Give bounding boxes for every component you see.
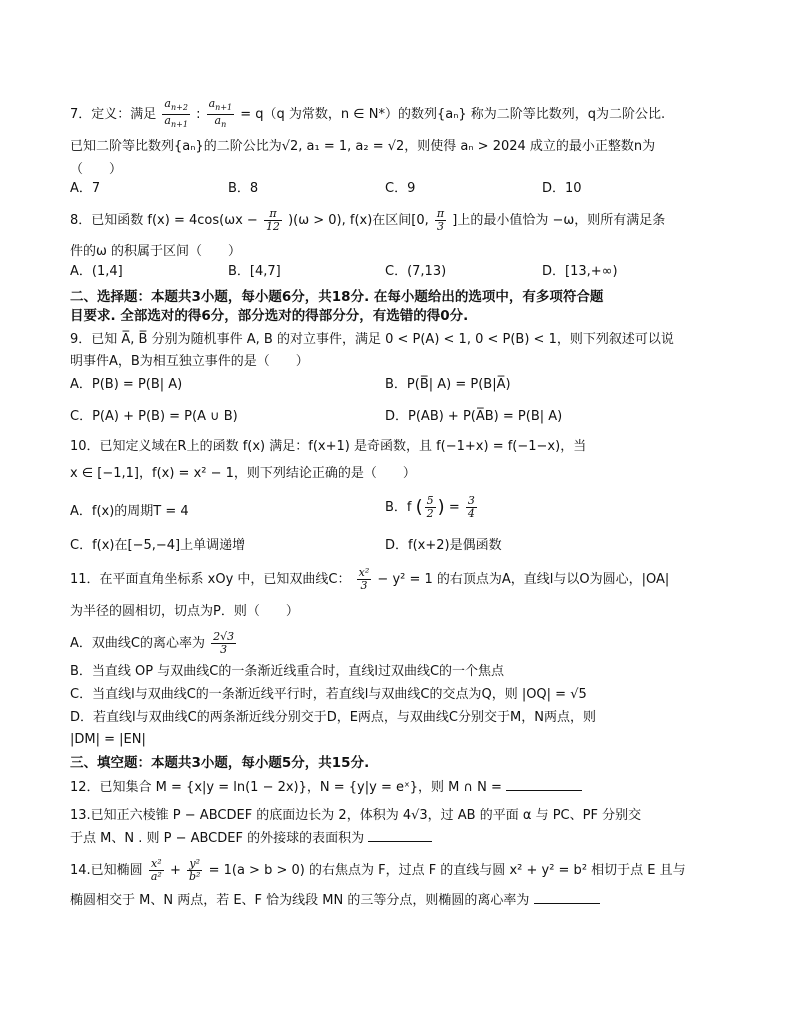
q9-option-b: B．P(B̅| A) = P(B|A̅) — [385, 377, 511, 392]
q7-line-1: 7．定义：满足 $\frac{a_{n+2}}{a_{n+1}}$ : $\frac{a_{n+1}}{a_n}$ = q（q 为常数，n ∈ N*）的数列{aₙ} 称为二阶等比数列，q为二阶公比. — [70, 97, 666, 130]
q10-line-1: 10．已知定义域在R上的函数 f(x) 满足：f(x+1) 是奇函数，且 f(−1+x) = f(−1−x)，当 — [70, 439, 587, 454]
q8-frac-pi-12: $\frac{\pi}{12}$ — [265, 207, 280, 233]
q13-line-1: 13.已知正六棱锥 P − ABCDEF 的底面边长为 2，体积为 4√3，过 AB 的平面 α 与 PC、PF 分别交 — [70, 808, 642, 823]
q7-option-d: D．10 — [542, 181, 582, 196]
q11-option-d-line-2: |DM| = |EN| — [70, 732, 146, 747]
q7-line-2: 已知二阶等比数列{aₙ}的二阶公比为√2, a₁ = 1, a₂ = √2，则使得 aₙ > 2024 成立的最小正整数n为 — [70, 139, 656, 154]
q14-line-2: 椭圆相交于 M、N 两点，若 E、F 恰为线段 MN 的三等分点，则椭圆的离心率为 — [70, 891, 754, 910]
q11-line-2: 为半径的圆相切，切点为P．则（ ） — [70, 604, 299, 619]
q7-text-b: = q（q 为常数，n ∈ N*）的数列{aₙ} 称为二阶等比数列，q为二阶公比. — [240, 107, 666, 123]
q7-line-3: （ ） — [70, 162, 123, 177]
q12-answer-blank — [506, 778, 582, 791]
q8-frac-pi-3: $\frac{\pi}{3}$ — [436, 207, 445, 233]
q11-option-b: B．当直线 OP 与双曲线C的一条渐近线重合时，直线l过双曲线C的一个焦点 — [70, 664, 505, 679]
q9-option-a: A．P(B) = P(B| A) — [70, 377, 183, 392]
q10-option-a: A．f(x)的周期T = 4 — [70, 504, 189, 519]
q8-option-a: A．(1,4] — [70, 264, 123, 279]
q7-option-b: B．8 — [228, 181, 259, 196]
q11-option-d-line-1: D．若直线l与双曲线C的两条渐近线分别交于D，E两点，与双曲线C分别交于M，N两点，则 — [70, 710, 596, 725]
q9-option-d: D．P(AB) + P(A̅B) = P(B| A) — [385, 409, 563, 424]
q8-option-d: D．[13,+∞) — [542, 264, 618, 279]
q8-line-2: 件的ω 的积属于区间（ ） — [70, 244, 242, 259]
q10-option-c: C．f(x)在[−5,−4]上单调递增 — [70, 538, 246, 553]
section-2-heading-1: 二、选择题：本题共3小题，每小题6分，共18分. 在每小题给出的选项中，有多项符合题 — [70, 289, 604, 305]
q13-line-2: 于点 M、N . 则 P − ABCDEF 的外接球的表面积为 — [70, 829, 754, 848]
q11-option-a: A．双曲线C的离心率为 $\frac{2√3}{3}$ — [70, 630, 235, 656]
q8-line-1: 8．已知函数 f(x) = 4cos(ωx − $\frac{\pi}{12}$ )(ω > 0), f(x)在区间[0, $\frac{\pi}{3}$ ]上的最小值恰为 −ω，则所有满足条 — [70, 207, 666, 233]
q10-option-d: D．f(x+2)是偶函数 — [385, 538, 502, 553]
q7-text-a: 7．定义：满足 — [70, 107, 157, 123]
q13-answer-blank — [368, 829, 432, 842]
section-2-heading-2: 目要求. 全部选对的得6分，部分选对的得部分分，有选错的得0分. — [70, 308, 469, 324]
q8-option-b: B．[4,7] — [228, 264, 281, 279]
q8-option-c: C．(7,13) — [385, 264, 447, 279]
q11-line-1: 11．在平面直角坐标系 xOy 中，已知双曲线C： $\frac{\text{x²}}{3}$ − y² = 1 的右顶点为A，直线l与以O为圆心，|OA| — [70, 566, 670, 592]
q14-line-1: 14.已知椭圆 $\frac{\text{x²}}{\text{a²}}$ + $\frac{\text{y²}}{\text{b²}}$ = 1(a > b > 0) 的右焦点为 F，过点 F 的直线与圆 x² + y² = b² 相切于点 E 且与 — [70, 857, 686, 883]
q10-option-b: B．f ( $\frac{5}{2}$ ) = $\frac{3}{4}$ — [385, 494, 475, 520]
q12-line-1: 12．已知集合 M = {x|y = ln(1 − 2x)}，N = {y|y = eˣ}，则 M ∩ N = — [70, 778, 754, 797]
q9-line-2: 明事件A，B为相互独立事件的是（ ） — [70, 354, 309, 369]
q7-option-c: C．9 — [385, 181, 416, 196]
q7-option-a: A．7 — [70, 181, 101, 196]
q9-line-1: 9．已知 A̅, B̅ 分别为随机事件 A, B 的对立事件，满足 0 < P(A) < 1, 0 < P(B) < 1，则下列叙述可以说 — [70, 332, 674, 347]
q7-frac-2: $\frac{a_{n+1}}{a_n}$ — [208, 97, 233, 130]
q11-option-c: C．当直线l与双曲线C的一条渐近线平行时，若直线l与双曲线C的交点为Q，则 |OQ| = √5 — [70, 687, 587, 702]
q7-frac-1: $\frac{a_{n+2}}{a_{n+1}}$ — [164, 97, 188, 130]
q10-line-2: x ∈ [−1,1]，f(x) = x² − 1，则下列结论正确的是（ ） — [70, 466, 416, 481]
q14-answer-blank — [534, 891, 600, 904]
section-3-heading: 三、填空题：本题共3小题，每小题5分，共15分. — [70, 755, 370, 771]
q9-option-c: C．P(A) + P(B) = P(A ∪ B) — [70, 409, 238, 424]
